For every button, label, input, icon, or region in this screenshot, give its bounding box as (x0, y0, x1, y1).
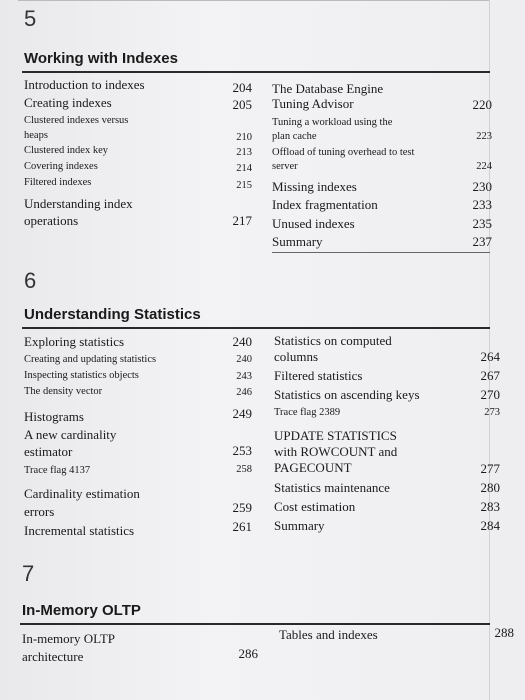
page-number: 270 (480, 387, 500, 402)
page-number: 273 (484, 407, 500, 418)
toc-entry[interactable]: Index fragmentation (272, 197, 378, 212)
page-number: 210 (236, 132, 252, 143)
toc-entry[interactable]: Understanding index (24, 196, 133, 211)
toc-entry[interactable]: Trace flag 2389 (274, 407, 341, 418)
page-number: 258 (236, 464, 252, 475)
toc-entry[interactable]: Tuning Advisor (272, 96, 354, 111)
page-number: 230 (472, 179, 492, 194)
toc-entry[interactable]: A new cardinality (24, 427, 117, 442)
chapter-rule (22, 327, 490, 329)
toc-entry[interactable]: Clustered indexes versus (24, 115, 129, 126)
toc-entry[interactable]: plan cache (272, 131, 317, 142)
toc-entry[interactable]: Filtered statistics (274, 368, 363, 383)
toc-entry[interactable]: Statistics on computed (274, 333, 392, 348)
toc-entry[interactable]: with ROWCOUNT and (274, 444, 398, 459)
page-number: 240 (232, 334, 252, 349)
toc-entry[interactable]: operations (24, 213, 79, 228)
toc-entry[interactable]: Summary (272, 234, 323, 249)
toc-entry[interactable]: Filtered indexes (24, 177, 92, 188)
page-number: 246 (236, 387, 252, 398)
chapter-number: 5 (24, 6, 37, 31)
chapter-rule (22, 71, 490, 73)
chapter-title: In-Memory OLTP (22, 602, 141, 619)
toc-entry[interactable]: server (272, 161, 298, 172)
page-number: 235 (472, 216, 492, 231)
page-number: 237 (472, 234, 492, 249)
toc-entry[interactable]: Creating indexes (24, 95, 112, 110)
chapter-title: Working with Indexes (24, 50, 178, 67)
toc-entry[interactable]: Clustered index key (24, 145, 108, 156)
toc-entry[interactable]: In-memory OLTP (22, 631, 116, 646)
page-number: 217 (232, 213, 252, 228)
page-number: 243 (236, 371, 252, 382)
page-number: 249 (232, 406, 252, 421)
page-number: 233 (472, 197, 492, 212)
page-number: 224 (476, 161, 492, 172)
page-number: 213 (236, 147, 252, 158)
toc-entry[interactable]: The density vector (24, 386, 103, 397)
toc-entry[interactable]: Summary (274, 518, 325, 533)
page-number: 240 (236, 354, 252, 365)
page-number: 215 (236, 180, 252, 191)
chapter-number: 6 (24, 268, 37, 293)
toc-entry[interactable]: UPDATE STATISTICS (274, 428, 397, 443)
toc-entry[interactable]: Offload of tuning overhead to test (272, 147, 415, 158)
page-number: 259 (232, 500, 252, 515)
page-number: 280 (480, 480, 500, 495)
toc-entry[interactable]: Incremental statistics (24, 523, 135, 538)
page-number: 205 (232, 97, 252, 112)
page-number: 261 (232, 519, 252, 534)
toc-entry[interactable]: heaps (24, 130, 48, 141)
page-number: 277 (480, 461, 500, 476)
toc-entry[interactable]: Missing indexes (272, 179, 357, 194)
toc-entry[interactable]: Exploring statistics (24, 334, 125, 349)
top-divider (18, 0, 490, 1)
page-number: 267 (480, 368, 500, 383)
chapter-title: Understanding Statistics (24, 306, 201, 323)
page-number: 223 (476, 131, 492, 142)
toc-entry[interactable]: Inspecting statistics objects (24, 370, 139, 381)
toc-entry[interactable]: Introduction to indexes (24, 77, 145, 92)
toc-entry[interactable]: The Database Engine (272, 81, 384, 96)
page-number: 264 (480, 349, 500, 364)
page-number: 204 (232, 80, 252, 95)
toc-entry[interactable]: Unused indexes (272, 216, 355, 231)
toc-entry[interactable]: Cost estimation (274, 499, 356, 514)
page-number: 283 (480, 499, 500, 514)
toc-entry[interactable]: Tables and indexes (279, 627, 378, 642)
toc-entry[interactable]: Creating and updating statistics (24, 354, 157, 365)
toc-entry[interactable]: Histograms (24, 409, 84, 424)
toc-entry[interactable]: Tuning a workload using the (272, 117, 393, 128)
chapter-rule (20, 623, 490, 625)
toc-entry[interactable]: Cardinality estimation (24, 486, 140, 501)
toc-entry[interactable]: Covering indexes (24, 161, 98, 172)
toc-entry[interactable]: estimator (24, 444, 73, 459)
page-number: 214 (236, 163, 252, 174)
toc-entry[interactable]: PAGECOUNT (274, 460, 352, 475)
section-divider (272, 252, 490, 253)
page-number: 288 (494, 625, 514, 640)
page-number: 284 (480, 518, 500, 533)
toc-entry[interactable]: errors (24, 504, 55, 519)
page-number: 253 (232, 443, 252, 458)
page-number: 220 (472, 97, 492, 112)
toc-entry[interactable]: columns (274, 349, 319, 364)
chapter-number: 7 (22, 561, 35, 586)
toc-entry[interactable]: architecture (22, 649, 84, 664)
toc-entry[interactable]: Statistics maintenance (274, 480, 390, 495)
toc-entry[interactable]: Statistics on ascending keys (274, 387, 420, 402)
page-number: 286 (238, 646, 258, 661)
toc-entry[interactable]: Trace flag 4137 (24, 465, 91, 476)
